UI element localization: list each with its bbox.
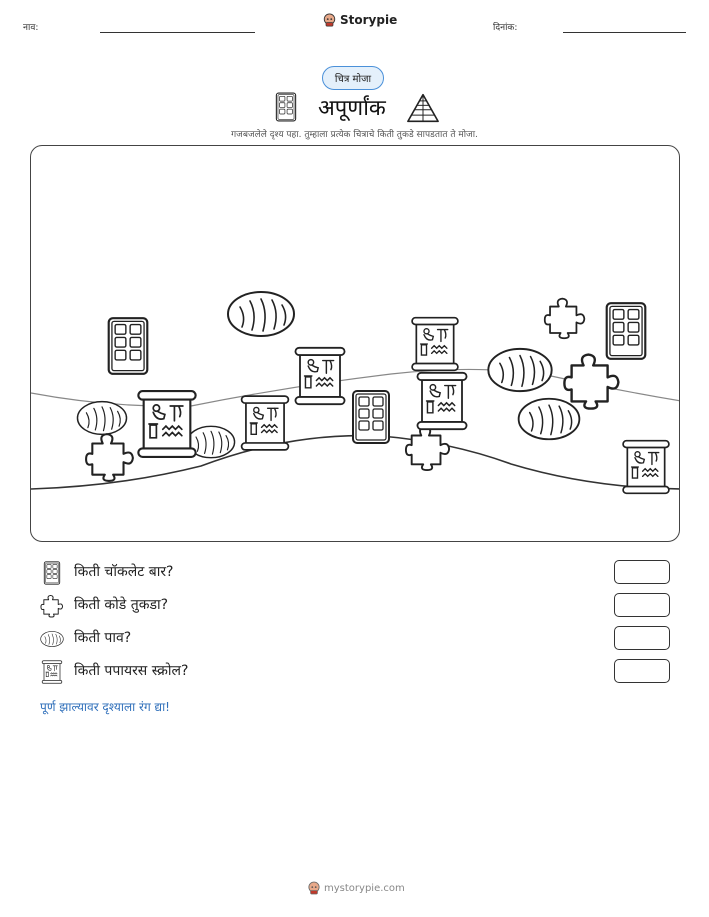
mascot-icon [323,13,336,27]
answer-box-scroll[interactable] [614,659,670,683]
answer-box-bread[interactable] [614,626,670,650]
papyrus-scroll-6[interactable] [620,439,672,495]
coloring-note: पूर्ण झाल्यावर दृश्याला रंग द्या! [40,700,170,714]
puzzle-piece-3[interactable] [83,431,137,483]
puzzle-piece-4[interactable] [403,424,453,472]
question-row-bread [40,625,670,651]
papyrus-scroll-2[interactable] [239,394,291,452]
page-title: अपूर्णांक [318,96,386,121]
papyrus-scroll-1[interactable] [134,389,200,459]
puzzle-piece-icon [40,594,64,618]
answer-box-chocolate[interactable] [614,560,670,584]
puzzle-piece-2[interactable] [561,351,623,411]
brand-logo [323,13,397,27]
question-row-puzzle [40,592,670,618]
puzzle-piece-1[interactable] [541,296,589,340]
site-footer [308,881,405,895]
question-text: किती पपायरस स्क्रोल? [74,663,189,679]
name-label: नाव: [23,23,39,33]
counting-scene [30,145,680,542]
question-row-scroll [40,658,670,684]
brand-name: Storypie [340,13,398,27]
question-text: किती चॉकलेट बार? [74,564,174,580]
chocolate-bar-icon [40,561,64,585]
chocolate-bar-2[interactable] [349,389,393,445]
question-text: किती पाव? [74,630,132,646]
date-label: दिनांक: [493,23,518,33]
question-text: किती कोडे तुकडा? [74,597,169,613]
bread-loaf-4[interactable] [486,346,554,394]
name-line[interactable] [100,32,255,33]
papyrus-scroll-5[interactable] [414,371,470,431]
pyramid-icon [405,92,441,124]
category-badge: चित्र मोजा [322,66,384,90]
bread-loaf-1[interactable] [226,289,296,339]
date-line[interactable] [563,32,686,33]
papyrus-scroll-icon [40,660,64,684]
mascot-icon [308,881,320,895]
bread-loaf-icon [40,627,64,651]
instructions: गजबजलेले दृश्य पहा. तुम्हाला प्रत्येक चित्राचे किती तुकडे सापडतात ते मोजा. [231,130,478,140]
answer-box-puzzle[interactable] [614,593,670,617]
chocolate-bar-1[interactable] [104,316,152,376]
chocolate-bar-icon [274,92,298,122]
question-row-chocolate [40,559,670,585]
papyrus-scroll-4[interactable] [408,316,462,372]
site-url[interactable]: mystorypie.com [324,882,405,894]
papyrus-scroll-3[interactable] [292,346,348,406]
